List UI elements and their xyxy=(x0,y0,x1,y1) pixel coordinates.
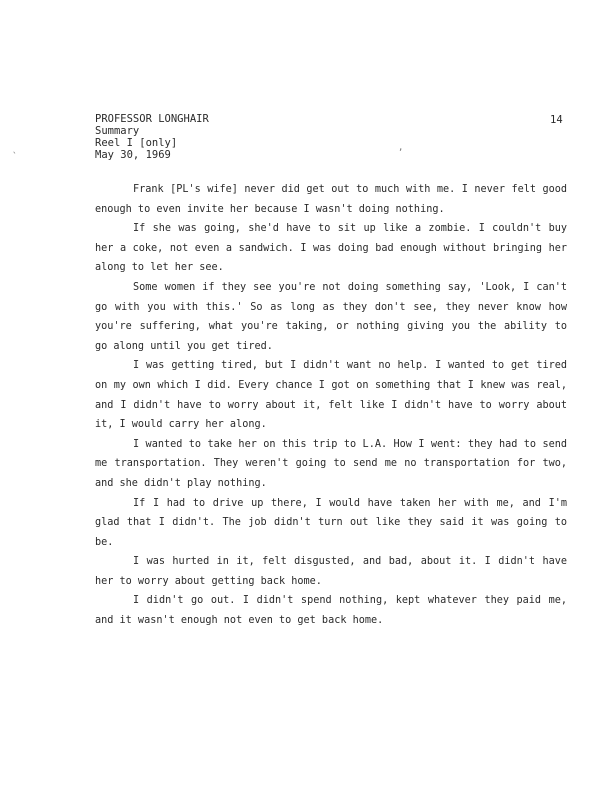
reel-label: Reel I [only] xyxy=(95,137,178,149)
stray-mark: ` xyxy=(12,152,18,162)
document-body xyxy=(95,180,567,631)
paragraph xyxy=(95,356,567,434)
document-title: PROFESSOR LONGHAIR xyxy=(95,113,209,125)
paragraph-text: Frank [PL's wife] never did get out to much with me. I never felt good enough to even invite her because I wasn't doing nothing. xyxy=(95,184,567,215)
paragraph xyxy=(95,180,567,219)
document-subtitle: Summary xyxy=(95,125,140,137)
paragraph xyxy=(95,278,567,356)
paragraph xyxy=(95,494,567,553)
paragraph-text: I was hurted in it, felt disgusted, and bad, about it. I didn't have her to worry about getting back home. xyxy=(95,556,567,587)
page-number: 14 xyxy=(550,114,563,126)
document-header xyxy=(95,113,209,161)
paragraph xyxy=(95,435,567,494)
paragraph-text: If I had to drive up there, I would have taken her with me, and I'm glad that I didn't. The job didn't turn out like they said it was going to be. xyxy=(95,497,567,548)
document-date: May 30, 1969 xyxy=(95,149,171,161)
paragraph-text: Some women if they see you're not doing something say, 'Look, I can't go with you with this.' So as long as they don't see, they never know how you're suffering, what you're taking, or nothing giving you the ability to go along until you get tired. xyxy=(95,281,567,352)
paragraph-text: I wanted to take her on this trip to L.A. How I went: they had to send me transportation. They weren't going to send me no transportation for two, and she didn't play nothing. xyxy=(95,438,567,489)
paragraph-text: I was getting tired, but I didn't want no help. I wanted to get tired on my own which I did. Every chance I got on something that I knew was real, and I didn't have to worry about it, felt like I didn't have to worry about it, I would carry her along. xyxy=(95,360,567,431)
paragraph xyxy=(95,591,567,630)
paragraph-text: I didn't go out. I didn't spend nothing, kept whatever they paid me, and it wasn't enough not even to get back home. xyxy=(95,595,567,627)
stray-mark: , xyxy=(398,143,404,153)
paragraph xyxy=(95,552,567,591)
paragraph-text: If she was going, she'd have to sit up like a zombie. I couldn't buy her a coke, not even a sandwich. I was doing bad enough without bringing her along to let her see. xyxy=(95,223,567,274)
paragraph xyxy=(95,219,567,278)
